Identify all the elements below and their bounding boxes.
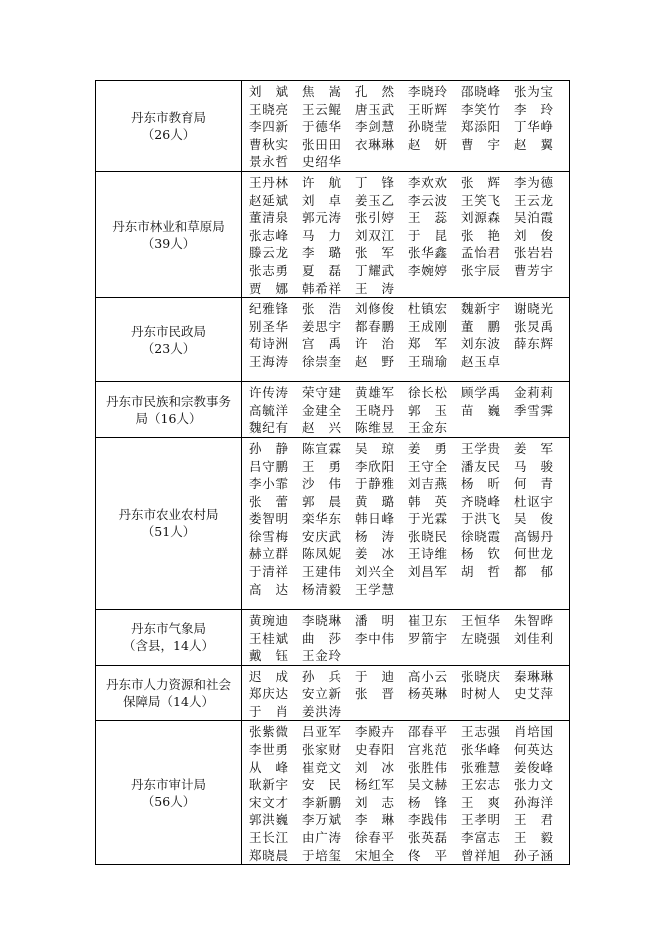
person-name: 于迪 <box>355 668 394 684</box>
person-name: 丁锋 <box>355 174 394 190</box>
name-list <box>242 171 570 297</box>
person-name: 宫兆范 <box>408 742 447 758</box>
person-name: 胡哲 <box>461 564 500 580</box>
department-name-line: （39人） <box>141 235 196 251</box>
person-name: 薛东辉 <box>514 336 553 352</box>
department-name-line: 丹东市人力资源和社会 <box>105 677 231 693</box>
person-name: 王海涛 <box>249 353 288 369</box>
person-name: 李玲 <box>514 101 553 117</box>
person-name: 王志强 <box>461 724 500 740</box>
person-name: 魏纪有 <box>249 420 288 436</box>
person-name: 王晓丹 <box>355 402 394 418</box>
department-name-line: 丹东市教育局 <box>130 109 206 125</box>
person-name: 郭晨 <box>302 493 341 509</box>
person-name: 张胜伟 <box>408 759 447 775</box>
department-name <box>96 437 242 609</box>
person-name: 李欢欢 <box>408 174 447 190</box>
department-name-line: 保障局（14人） <box>123 694 214 710</box>
person-name: 王宏志 <box>461 777 500 793</box>
person-name: 吕亚军 <box>302 724 341 740</box>
person-name: 潘友民 <box>461 458 500 474</box>
department-name <box>96 171 242 297</box>
person-name: 韩希祥 <box>302 280 341 296</box>
person-name: 张家财 <box>302 742 341 758</box>
person-name: 贾娜 <box>249 280 288 296</box>
person-name: 戴钰 <box>249 648 288 664</box>
department-name-line: （23人） <box>141 340 196 356</box>
person-name: 曹宇 <box>461 136 500 152</box>
person-name: 崔卫东 <box>408 612 447 628</box>
person-name: 于培玺 <box>302 847 341 863</box>
department-name-line: 丹东市民政局 <box>130 323 206 339</box>
person-name: 曹芳宇 <box>514 262 553 278</box>
person-name: 张艳 <box>461 227 500 243</box>
person-name: 张宇辰 <box>461 262 500 278</box>
person-name: 王学慧 <box>355 581 394 597</box>
person-name: 曾祥旭 <box>461 847 500 863</box>
person-name: 黄雄军 <box>355 385 394 401</box>
person-name: 高小云 <box>408 668 447 684</box>
person-name: 王恒华 <box>461 612 500 628</box>
person-name: 孙海洋 <box>514 794 553 810</box>
department-name-line: 丹东市气象局 <box>130 621 206 637</box>
person-name: 王涛 <box>355 280 394 296</box>
person-name: 刘冰 <box>355 759 394 775</box>
person-name: 罗箭宇 <box>408 630 447 646</box>
person-name: 景永哲 <box>249 154 288 170</box>
department-name-line: 局（16人） <box>135 410 202 426</box>
person-name: 杨锋 <box>408 794 447 810</box>
person-name: 李四新 <box>249 119 288 135</box>
person-name: 郑添阳 <box>461 119 500 135</box>
person-name: 高锡丹 <box>514 528 553 544</box>
person-name: 史春阳 <box>355 742 394 758</box>
person-name: 李世勇 <box>249 742 288 758</box>
department-name <box>96 382 242 438</box>
person-name: 李万斌 <box>302 812 341 828</box>
name-list <box>242 665 570 721</box>
department-name-line: （56人） <box>141 793 196 809</box>
department-row <box>96 609 570 665</box>
person-name: 史绍华 <box>302 154 341 170</box>
person-name: 刘卓 <box>302 192 341 208</box>
person-name: 徐崇奎 <box>302 353 341 369</box>
person-name: 李琳 <box>355 812 394 828</box>
person-name: 赵玉卓 <box>461 353 500 369</box>
person-name: 王丹林 <box>249 174 288 190</box>
department-name-line: （26人） <box>141 126 196 142</box>
person-name: 何世龙 <box>514 546 553 562</box>
department-name-line: 丹东市农业农村局 <box>118 507 219 523</box>
person-name: 张英磊 <box>408 830 447 846</box>
person-name: 邵晓峰 <box>461 84 500 99</box>
person-name: 沙伟 <box>302 476 341 492</box>
person-name: 王瑞瑜 <box>408 353 447 369</box>
person-name: 王成刚 <box>408 318 447 334</box>
person-name: 迟成 <box>249 668 288 684</box>
person-name: 安庆武 <box>302 528 341 544</box>
person-name: 李富志 <box>461 830 500 846</box>
person-name: 金莉莉 <box>514 385 553 401</box>
person-name: 孔然 <box>355 84 394 99</box>
person-name: 李践伟 <box>408 812 447 828</box>
person-name: 何英达 <box>514 742 553 758</box>
person-name: 李为德 <box>514 174 553 190</box>
person-name: 从峰 <box>249 759 288 775</box>
person-name: 季雪霁 <box>514 402 553 418</box>
person-name: 张岩岩 <box>514 245 553 261</box>
department-name-line: （51人） <box>141 524 196 540</box>
person-name: 姜冰 <box>355 546 394 562</box>
person-name: 于静雅 <box>355 476 394 492</box>
person-name: 赵野 <box>355 353 394 369</box>
person-name: 刘昌军 <box>408 564 447 580</box>
person-name: 于德华 <box>302 119 341 135</box>
name-list <box>242 609 570 665</box>
person-name: 于昆 <box>408 227 447 243</box>
person-name: 张晓民 <box>408 528 447 544</box>
person-name: 张炅禹 <box>514 318 553 334</box>
person-name: 王金玲 <box>302 648 341 664</box>
person-name: 衣琳琳 <box>355 136 394 152</box>
person-name: 王昕辉 <box>408 101 447 117</box>
name-list <box>242 298 570 382</box>
person-name: 王长江 <box>249 830 288 846</box>
person-name: 王云鲲 <box>302 101 341 117</box>
department-row <box>96 171 570 297</box>
person-name: 宋文才 <box>249 794 288 810</box>
person-name: 张浩 <box>302 301 341 317</box>
person-name: 吕守鹏 <box>249 458 288 474</box>
name-list <box>242 437 570 609</box>
person-name: 陈维昱 <box>355 420 394 436</box>
person-name: 张辉 <box>461 174 500 190</box>
person-name: 杨涛 <box>355 528 394 544</box>
person-name: 刘志 <box>355 794 394 810</box>
person-name: 王勇 <box>302 458 341 474</box>
person-name: 姜思宇 <box>302 318 341 334</box>
person-name: 张雅慧 <box>461 759 500 775</box>
person-name: 徐晓霞 <box>461 528 500 544</box>
department-row <box>96 437 570 609</box>
person-name: 赵翼 <box>514 136 553 152</box>
department-name <box>96 81 242 172</box>
person-name: 吴俊 <box>514 511 553 527</box>
person-name: 王建伟 <box>302 564 341 580</box>
department-name <box>96 721 242 865</box>
person-name: 曲莎 <box>302 630 341 646</box>
department-name-line: 丹东市林业和草原局 <box>112 218 225 234</box>
person-name: 孟怡君 <box>461 245 500 261</box>
person-name: 丁耀武 <box>355 262 394 278</box>
person-name: 李新鹏 <box>302 794 341 810</box>
person-name: 都春鹏 <box>355 318 394 334</box>
person-name: 李婉婷 <box>408 262 447 278</box>
person-name: 安民 <box>302 777 341 793</box>
person-name: 杨红军 <box>355 777 394 793</box>
person-name: 李剑慧 <box>355 119 394 135</box>
person-name: 孙静 <box>249 440 288 456</box>
department-row <box>96 721 570 865</box>
person-name: 吴琼 <box>355 440 394 456</box>
person-name: 黄琬迪 <box>249 612 288 628</box>
person-name: 于清祥 <box>249 564 288 580</box>
department-name <box>96 298 242 382</box>
person-name: 金建全 <box>302 402 341 418</box>
person-name: 荣守建 <box>302 385 341 401</box>
person-name: 刘兴全 <box>355 564 394 580</box>
person-name: 韩日峰 <box>355 511 394 527</box>
department-name <box>96 665 242 721</box>
person-name: 唐玉武 <box>355 101 394 117</box>
person-name: 赫立群 <box>249 546 288 562</box>
person-name: 曹秋实 <box>249 136 288 152</box>
department-row <box>96 665 570 721</box>
person-name: 孙兵 <box>302 668 341 684</box>
person-name: 张军 <box>355 245 394 261</box>
person-name: 耿新宇 <box>249 777 288 793</box>
person-name: 姜勇 <box>408 440 447 456</box>
person-name: 顾学禹 <box>461 385 500 401</box>
person-name: 王诗维 <box>408 546 447 562</box>
person-name: 焦嵩 <box>302 84 341 99</box>
person-name: 高毓洋 <box>249 402 288 418</box>
person-name: 刘斌 <box>249 84 288 99</box>
person-name: 张华鑫 <box>408 245 447 261</box>
person-name: 王蕊 <box>408 210 447 226</box>
person-name: 李璐 <box>302 245 341 261</box>
person-name: 张引婷 <box>355 210 394 226</box>
person-name: 张田田 <box>302 136 341 152</box>
person-name: 由广涛 <box>302 830 341 846</box>
person-name: 徐雪梅 <box>249 528 288 544</box>
name-list <box>242 721 570 865</box>
department-row <box>96 298 570 382</box>
person-name: 黄璐 <box>355 493 394 509</box>
person-name: 陈凤妮 <box>302 546 341 562</box>
person-name: 苗巍 <box>461 402 500 418</box>
person-name: 都郁 <box>514 564 553 580</box>
department-name <box>96 609 242 665</box>
person-name: 别圣华 <box>249 318 288 334</box>
person-name: 李笑竹 <box>461 101 500 117</box>
person-name: 郑晓晨 <box>249 847 288 863</box>
person-name: 许传涛 <box>249 385 288 401</box>
person-name: 张晋 <box>355 686 394 702</box>
person-name: 王爽 <box>461 794 500 810</box>
person-name: 张志勇 <box>249 262 288 278</box>
person-name: 王君 <box>514 812 553 828</box>
name-list <box>242 382 570 438</box>
person-name: 姜俊峰 <box>514 759 553 775</box>
person-name: 史艾萍 <box>514 686 553 702</box>
department-row <box>96 382 570 438</box>
person-name: 张晓庆 <box>461 668 500 684</box>
person-name: 潘明 <box>355 612 394 628</box>
person-name: 郑庆达 <box>249 686 288 702</box>
person-name: 王晓亮 <box>249 101 288 117</box>
person-name: 刘修俊 <box>355 301 394 317</box>
person-name: 荀诗洲 <box>249 336 288 352</box>
person-name: 李晓玲 <box>408 84 447 99</box>
person-name: 杨清毅 <box>302 581 341 597</box>
person-name: 秦琳琳 <box>514 668 553 684</box>
person-name: 崔竞文 <box>302 759 341 775</box>
person-name: 王笑飞 <box>461 192 500 208</box>
person-name: 赵延斌 <box>249 192 288 208</box>
person-name: 高达 <box>249 581 288 597</box>
department-row <box>96 81 570 172</box>
person-name: 左晓强 <box>461 630 500 646</box>
person-name: 许航 <box>302 174 341 190</box>
person-name: 于洪飞 <box>461 511 500 527</box>
person-name: 于光霖 <box>408 511 447 527</box>
person-name: 王孝明 <box>461 812 500 828</box>
person-name: 夏磊 <box>302 262 341 278</box>
person-name: 王毅 <box>514 830 553 846</box>
person-name: 王守全 <box>408 458 447 474</box>
person-name: 肖培国 <box>514 724 553 740</box>
person-name: 郑军 <box>408 336 447 352</box>
person-name: 李中伟 <box>355 630 394 646</box>
person-name: 杜镇宏 <box>408 301 447 317</box>
person-name: 齐晓峰 <box>461 493 500 509</box>
person-name: 宋旭全 <box>355 847 394 863</box>
person-name: 董鹏 <box>461 318 500 334</box>
person-name: 姜洪涛 <box>302 703 341 719</box>
department-name-line: 丹东市审计局 <box>130 776 206 792</box>
person-name: 赵妍 <box>408 136 447 152</box>
person-name: 韩英 <box>408 493 447 509</box>
person-name: 李晓琳 <box>302 612 341 628</box>
person-name: 姜军 <box>514 440 553 456</box>
person-name: 陈宣霖 <box>302 440 341 456</box>
person-name: 李小霏 <box>249 476 288 492</box>
person-name: 孙晓莹 <box>408 119 447 135</box>
person-name: 刘双江 <box>355 227 394 243</box>
person-name: 赵兴 <box>302 420 341 436</box>
person-name: 徐春平 <box>355 830 394 846</box>
person-name: 纪雅锋 <box>249 301 288 317</box>
person-name: 吴泊霞 <box>514 210 553 226</box>
person-name: 宫禹 <box>302 336 341 352</box>
person-name: 于肖 <box>249 703 288 719</box>
person-name: 魏新宇 <box>461 301 500 317</box>
person-name: 张华峰 <box>461 742 500 758</box>
person-name: 栾华东 <box>302 511 341 527</box>
person-name: 张力文 <box>514 777 553 793</box>
person-name: 马力 <box>302 227 341 243</box>
person-name: 时树人 <box>461 686 500 702</box>
person-name: 姜玉乙 <box>355 192 394 208</box>
person-name: 李云波 <box>408 192 447 208</box>
person-name: 许治 <box>355 336 394 352</box>
person-name: 吴文赫 <box>408 777 447 793</box>
person-name: 马骏 <box>514 458 553 474</box>
person-name: 李欣阳 <box>355 458 394 474</box>
person-name: 郭玉 <box>408 402 447 418</box>
person-name: 丁华峥 <box>514 119 553 135</box>
person-name: 谢晓光 <box>514 301 553 317</box>
person-name: 杨英琳 <box>408 686 447 702</box>
person-name: 郭洪巍 <box>249 812 288 828</box>
person-name: 何青 <box>514 476 553 492</box>
name-list <box>242 81 570 172</box>
person-name: 安立新 <box>302 686 341 702</box>
person-name: 邵春平 <box>408 724 447 740</box>
person-name: 刘吉燕 <box>408 476 447 492</box>
person-name: 张紫微 <box>249 724 288 740</box>
person-name: 杨钦 <box>461 546 500 562</box>
person-name: 董清泉 <box>249 210 288 226</box>
person-name: 朱智晔 <box>514 612 553 628</box>
person-name: 滕云龙 <box>249 245 288 261</box>
person-name: 刘佳利 <box>514 630 553 646</box>
person-name: 杨昕 <box>461 476 500 492</box>
person-name: 张为宝 <box>514 84 553 99</box>
person-name: 王桂斌 <box>249 630 288 646</box>
person-name: 孙子涵 <box>514 847 553 863</box>
personnel-table <box>95 80 570 865</box>
person-name: 娄智明 <box>249 511 288 527</box>
person-name: 刘东波 <box>461 336 500 352</box>
person-name: 王学贵 <box>461 440 500 456</box>
person-name: 郭元涛 <box>302 210 341 226</box>
person-name: 张蕾 <box>249 493 288 509</box>
person-name: 徐长松 <box>408 385 447 401</box>
department-name-line: 丹东市民族和宗教事务 <box>105 393 231 409</box>
person-name: 张志峰 <box>249 227 288 243</box>
person-name: 李殿卉 <box>355 724 394 740</box>
person-name: 王金东 <box>408 420 447 436</box>
person-name: 王云龙 <box>514 192 553 208</box>
person-name: 刘源森 <box>461 210 500 226</box>
person-name: 刘俊 <box>514 227 553 243</box>
person-name: 杜讴宇 <box>514 493 553 509</box>
department-name-line: （含县，14人） <box>123 638 214 654</box>
person-name: 佟平 <box>408 847 447 863</box>
